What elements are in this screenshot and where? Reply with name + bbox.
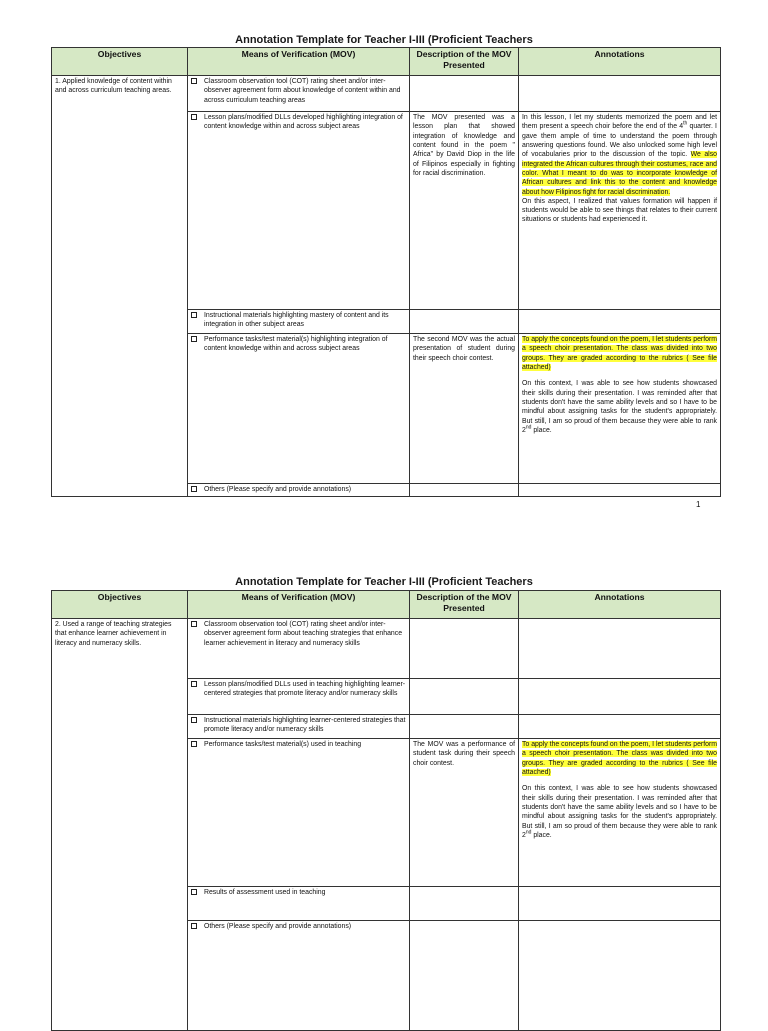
header-mov: Means of Verification (MOV) [188,591,410,619]
annotation-cell [519,739,721,887]
description-cell [410,619,519,679]
mov-label: Others (Please specify and provide annotations) [204,923,352,930]
header-objectives: Objectives [52,48,188,76]
header-description: Description of the MOV Presented [410,591,519,619]
checkbox[interactable] [191,717,197,723]
mov-label: Instructional materials highlighting learner-centered strategies that promote literacy and/or numeracy skills [204,717,406,734]
header-annotations: Annotations [519,591,721,619]
annotation-cell [519,715,721,739]
annotation-text: place. [531,426,552,434]
description-cell: The MOV presented was a lesson plan that showed integration of knowledge and content found in the poem " Africa" by David Diop in the life of Filipinos especially in fighting for racial discrimination. [410,112,519,310]
page-title: Annotation Template for Teacher I-III (Proficient Teachers [235,576,533,588]
header-mov: Means of Verification (MOV) [188,48,410,76]
mov-label: Classroom observation tool (COT) rating sheet and/or inter-observer agreement form about knowledge of content within and across curriculum teaching areas [204,78,401,104]
mov-label: Performance tasks/test material(s) used in teaching [204,741,362,748]
page-title: Annotation Template for Teacher I-III (Proficient Teachers [235,34,533,46]
header-objectives: Objectives [52,591,188,619]
mov-label: Results of assessment used in teaching [204,889,326,896]
highlighted-annotation: To apply the concepts found on the poem, I let students perform a speech choir presentation. The class was divided into two groups. They are graded according to the rubrics ( See file attached) [522,336,717,371]
annotation-text: On this aspect, I realized that values formation will happen if students would be able to see things that relates to their current situations or students had experienced it. [522,197,717,224]
superscript: nd [525,829,532,836]
description-cell [410,715,519,739]
objective-cell: 2. Used a range of teaching strategies that enhance learner achievement in literacy and numeracy skills. [52,619,188,1031]
mov-cell [188,715,410,739]
description-cell: The MOV was a performance of student task during their speech choir contest. [410,739,519,887]
mov-label: Instructional materials highlighting mastery of content and its integration in other subject areas [204,312,389,329]
description-cell [410,887,519,921]
annotation-cell [519,679,721,715]
mov-cell [188,887,410,921]
mov-label: Lesson plans/modified DLLs used in teaching highlighting learner-centered strategies that promote literacy and/or numeracy skills [204,681,406,698]
header-annotations: Annotations [519,48,721,76]
page-number: 1 [696,500,701,509]
mov-label: Others (Please specify and provide annotations) [204,486,352,493]
mov-label: Performance tasks/test material(s) highlighting integration of content knowledge within and across subject areas [204,336,388,353]
mov-cell [188,739,410,887]
annotation-text: On this context, I was able to see how students showcased their skills during their presentation. I was reminded after that students don't have the same ability levels and so I have to be mindful about assigning tasks for the student's appropriately. But still, I am so proud of them because they were able to rank 2 [522,380,717,434]
description-cell [410,921,519,1031]
superscript: th [683,121,688,128]
annotation-text: quarter. I gave them ample of time to understand the poem through answering questions found. We also unlocked some high level of vocabularies prior to the discussion of the topic. [522,123,717,159]
annotation-cell [519,619,721,679]
mov-cell [188,921,410,1031]
annotation-text: place. [531,831,552,839]
description-cell: The second MOV was the actual presentation of student during their speech choir contest. [410,334,519,484]
annotation-cell [519,887,721,921]
annotation-text: On this context, I was able to see how students showcased their skills during their presentation. I was reminded after that students don't have the same ability levels and so I have to be mindful about assigning tasks for the student's appropriately. But still, I am so proud of them because they were able to rank 2 [522,785,717,839]
superscript: nd [525,424,532,431]
description-cell [410,679,519,715]
header-description: Description of the MOV Presented [410,48,519,76]
annotation-table [51,590,721,1031]
annotation-text: In this lesson, I let my students memorized the poem and let them present a speech choir before the end of the 4 [522,114,717,131]
objective-cell: 1. Applied knowledge of content within and across curriculum teaching areas. [52,76,188,497]
checkbox[interactable] [191,923,197,929]
mov-label: Classroom observation tool (COT) rating sheet and/or inter-observer agreement form about teaching strategies that enhance learner achievement in literacy and numeracy skills [204,621,403,647]
highlighted-annotation: We also integrated the African cultures through their costumes, race and color. What I meant to do was to incorporate knowledge of African cultures and link this to the content and knowledge about how Filipinos fight for racial discrimination. [522,151,717,196]
highlighted-annotation: To apply the concepts found on the poem, I let students perform a speech choir presentation. The class was divided into two groups. They are graded according to the rubrics ( See file attached) [522,741,717,776]
checkbox[interactable] [191,889,197,895]
checkbox[interactable] [191,681,197,687]
checkbox[interactable] [191,741,197,747]
mov-label: Lesson plans/modified DLLs developed highlighting integration of content knowledge within and across subject areas [204,114,403,131]
mov-cell [188,679,410,715]
checkbox[interactable] [191,621,197,627]
mov-cell [188,619,410,679]
annotation-cell [519,921,721,1031]
